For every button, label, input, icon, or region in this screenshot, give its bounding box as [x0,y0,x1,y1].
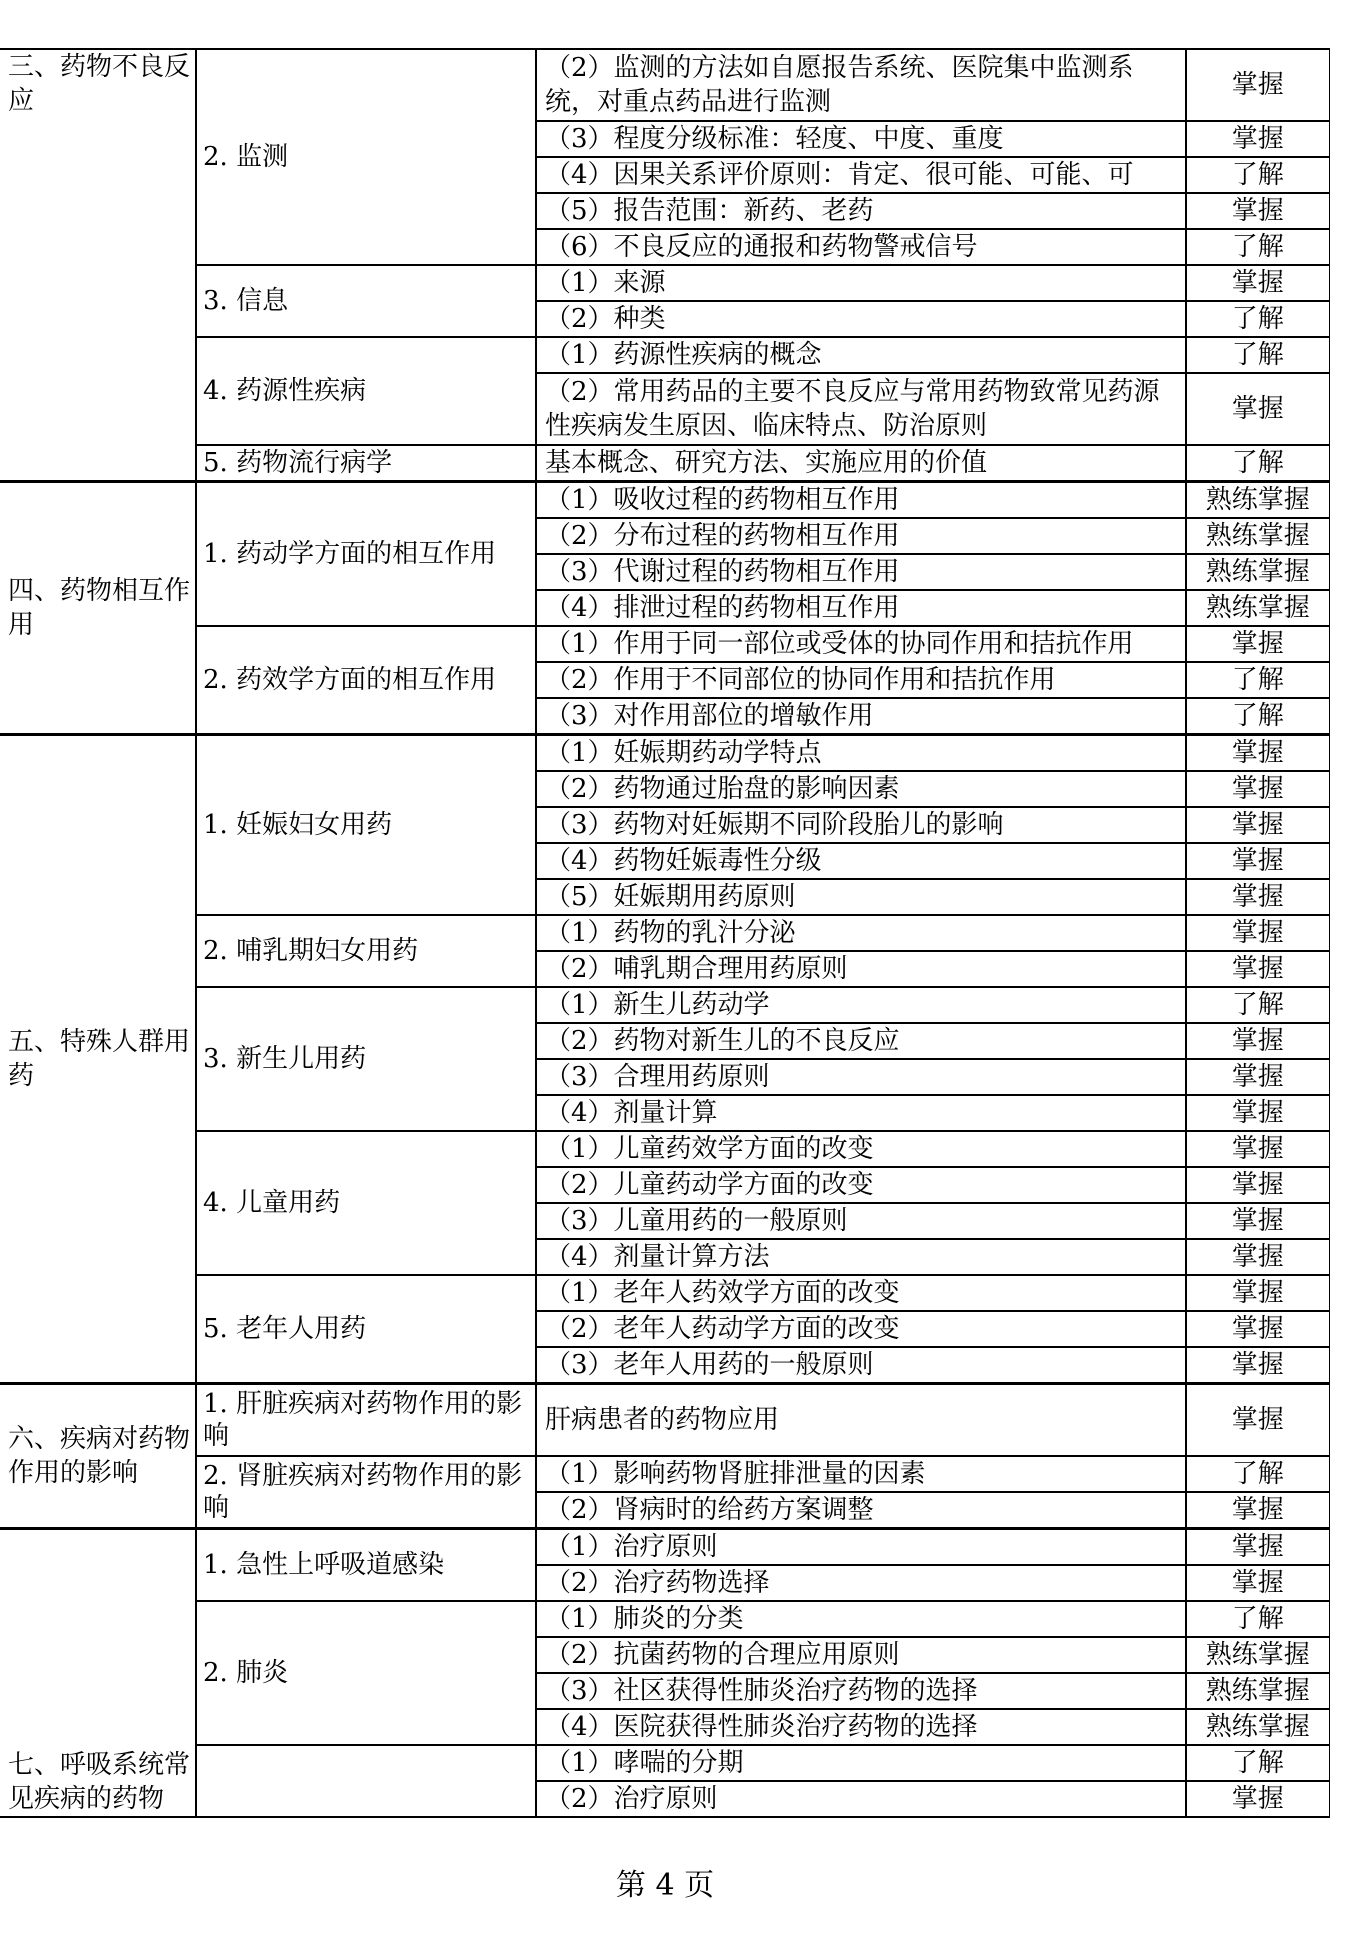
requirement-level: 掌握 [1186,1528,1330,1565]
subsection-title: 1. 药动学方面的相互作用 [196,482,536,627]
topic-cell: （2）种类 [536,301,1186,337]
page-number: 第 4 页 [615,1868,715,1903]
topic-cell: （2）治疗药物选择 [536,1565,1186,1601]
topic-cell: （2）分布过程的药物相互作用 [536,518,1186,554]
requirement-level: 掌握 [1186,1203,1330,1239]
topic-cell: （3）对作用部位的增敏作用 [536,698,1186,735]
subsection-title: 1. 妊娠妇女用药 [196,735,536,916]
requirement-level: 掌握 [1186,265,1330,301]
subsection-title: 2. 肾脏疾病对药物作用的影响 [196,1456,536,1529]
requirement-level: 了解 [1186,445,1330,482]
topic-cell: （2）抗菌药物的合理应用原则 [536,1637,1186,1673]
topic-cell: （3）合理用药原则 [536,1059,1186,1095]
topic-cell: （4）药物妊娠毒性分级 [536,843,1186,879]
requirement-level: 熟练掌握 [1186,482,1330,519]
topic-cell: （2）药物通过胎盘的影响因素 [536,771,1186,807]
requirement-level: 掌握 [1186,1059,1330,1095]
topic-cell: 肝病患者的药物应用 [536,1384,1186,1456]
requirement-level: 掌握 [1186,49,1330,121]
requirement-level: 掌握 [1186,121,1330,157]
topic-cell: （4）剂量计算方法 [536,1239,1186,1275]
topic-cell: （2）治疗原则 [536,1781,1186,1817]
requirement-level: 掌握 [1186,915,1330,951]
topic-cell: （3）药物对妊娠期不同阶段胎儿的影响 [536,807,1186,843]
topic-cell: （1）儿童药效学方面的改变 [536,1131,1186,1167]
topic-cell: （6）不良反应的通报和药物警戒信号 [536,229,1186,265]
topic-cell: （4）排泄过程的药物相互作用 [536,590,1186,626]
topic-cell: （3）程度分级标准：轻度、中度、重度 [536,121,1186,157]
topic-cell: （4）医院获得性肺炎治疗药物的选择 [536,1709,1186,1745]
topic-cell: （1）药源性疾病的概念 [536,337,1186,373]
requirement-level: 掌握 [1186,951,1330,987]
requirement-level: 掌握 [1186,1565,1330,1601]
requirement-level: 了解 [1186,662,1330,698]
topic-cell: （3）老年人用药的一般原则 [536,1347,1186,1384]
requirement-level: 掌握 [1186,1167,1330,1203]
subsection-title: 2. 哺乳期妇女用药 [196,915,536,987]
topic-cell: （3）社区获得性肺炎治疗药物的选择 [536,1673,1186,1709]
subsection-title: 4. 儿童用药 [196,1131,536,1275]
topic-cell: 基本概念、研究方法、实施应用的价值 [536,445,1186,482]
requirement-level: 掌握 [1186,843,1330,879]
requirement-level: 掌握 [1186,771,1330,807]
subsection-title: 1. 急性上呼吸道感染 [196,1528,536,1601]
requirement-level: 掌握 [1186,1384,1330,1456]
topic-cell: （2）儿童药动学方面的改变 [536,1167,1186,1203]
syllabus-page [0,48,1330,1830]
requirement-level: 掌握 [1186,626,1330,662]
topic-cell: （1）肺炎的分类 [536,1601,1186,1637]
requirement-level: 掌握 [1186,1347,1330,1384]
requirement-level: 熟练掌握 [1186,1637,1330,1673]
topic-cell: （4）剂量计算 [536,1095,1186,1131]
requirement-level: 掌握 [1186,1131,1330,1167]
requirement-level: 掌握 [1186,373,1330,445]
section-title: 七、呼吸系统常见疾病的药物 [0,1528,196,1817]
subsection-title: 1. 肝脏疾病对药物作用的影响 [196,1384,536,1456]
requirement-level: 掌握 [1186,879,1330,915]
requirement-level: 掌握 [1186,735,1330,772]
subsection-title: 2. 监测 [196,49,536,265]
topic-cell: （1）影响药物肾脏排泄量的因素 [536,1456,1186,1492]
topic-cell: （1）药物的乳汁分泌 [536,915,1186,951]
subsection-title: 2. 药效学方面的相互作用 [196,626,536,735]
topic-cell: （2）老年人药动学方面的改变 [536,1311,1186,1347]
requirement-level: 熟练掌握 [1186,518,1330,554]
requirement-level: 了解 [1186,1601,1330,1637]
subsection-title: 5. 药物流行病学 [196,445,536,482]
subsection-title: 3. 信息 [196,265,536,337]
section-title: 四、药物相互作用 [0,482,196,735]
subsection-title: 4. 药源性疾病 [196,337,536,445]
requirement-level: 了解 [1186,987,1330,1023]
topic-cell: （2）监测的方法如自愿报告系统、医院集中监测系统，对重点药品进行监测 [536,49,1186,121]
subsection-title: 3. 新生儿用药 [196,987,536,1131]
requirement-level: 熟练掌握 [1186,1709,1330,1745]
requirement-level: 掌握 [1186,1275,1330,1311]
section-title: 六、疾病对药物作用的影响 [0,1384,196,1529]
requirement-level: 了解 [1186,698,1330,735]
requirement-level: 掌握 [1186,1781,1330,1817]
requirement-level: 掌握 [1186,1239,1330,1275]
requirement-level: 掌握 [1186,193,1330,229]
topic-cell: （2）药物对新生儿的不良反应 [536,1023,1186,1059]
topic-cell: （1）吸收过程的药物相互作用 [536,482,1186,519]
topic-cell: （5）报告范围：新药、老药 [536,193,1186,229]
requirement-level: 掌握 [1186,807,1330,843]
topic-cell: （1）新生儿药动学 [536,987,1186,1023]
section-title: 五、特殊人群用药 [0,735,196,1384]
requirement-level: 掌握 [1186,1492,1330,1529]
topic-cell: （5）妊娠期用药原则 [536,879,1186,915]
requirement-level: 了解 [1186,1745,1330,1781]
subsection-title [196,1745,536,1817]
requirement-level: 掌握 [1186,1095,1330,1131]
requirement-level: 熟练掌握 [1186,554,1330,590]
topic-cell: （2）作用于不同部位的协同作用和拮抗作用 [536,662,1186,698]
subsection-title: 5. 老年人用药 [196,1275,536,1384]
requirement-level: 了解 [1186,337,1330,373]
topic-cell: （2）哺乳期合理用药原则 [536,951,1186,987]
topic-cell: （1）作用于同一部位或受体的协同作用和拮抗作用 [536,626,1186,662]
requirement-level: 熟练掌握 [1186,590,1330,626]
topic-cell: （3）儿童用药的一般原则 [536,1203,1186,1239]
topic-cell: （1）老年人药效学方面的改变 [536,1275,1186,1311]
topic-cell: （2）肾病时的给药方案调整 [536,1492,1186,1529]
topic-cell: （4）因果关系评价原则：肯定、很可能、可能、可 [536,157,1186,193]
subsection-title: 2. 肺炎 [196,1601,536,1745]
requirement-level: 了解 [1186,229,1330,265]
topic-cell: （3）代谢过程的药物相互作用 [536,554,1186,590]
requirement-level: 了解 [1186,1456,1330,1492]
topic-cell: （2）常用药品的主要不良反应与常用药物致常见药源性疾病发生原因、临床特点、防治原则 [536,373,1186,445]
requirement-level: 了解 [1186,157,1330,193]
requirement-level: 了解 [1186,301,1330,337]
requirement-level: 掌握 [1186,1311,1330,1347]
requirement-level: 掌握 [1186,1023,1330,1059]
section-title: 三、药物不良反应 [0,49,196,482]
requirement-level: 熟练掌握 [1186,1673,1330,1709]
topic-cell: （1）哮喘的分期 [536,1745,1186,1781]
topic-cell: （1）来源 [536,265,1186,301]
topic-cell: （1）治疗原则 [536,1528,1186,1565]
topic-cell: （1）妊娠期药动学特点 [536,735,1186,772]
syllabus-table [0,48,1330,1818]
